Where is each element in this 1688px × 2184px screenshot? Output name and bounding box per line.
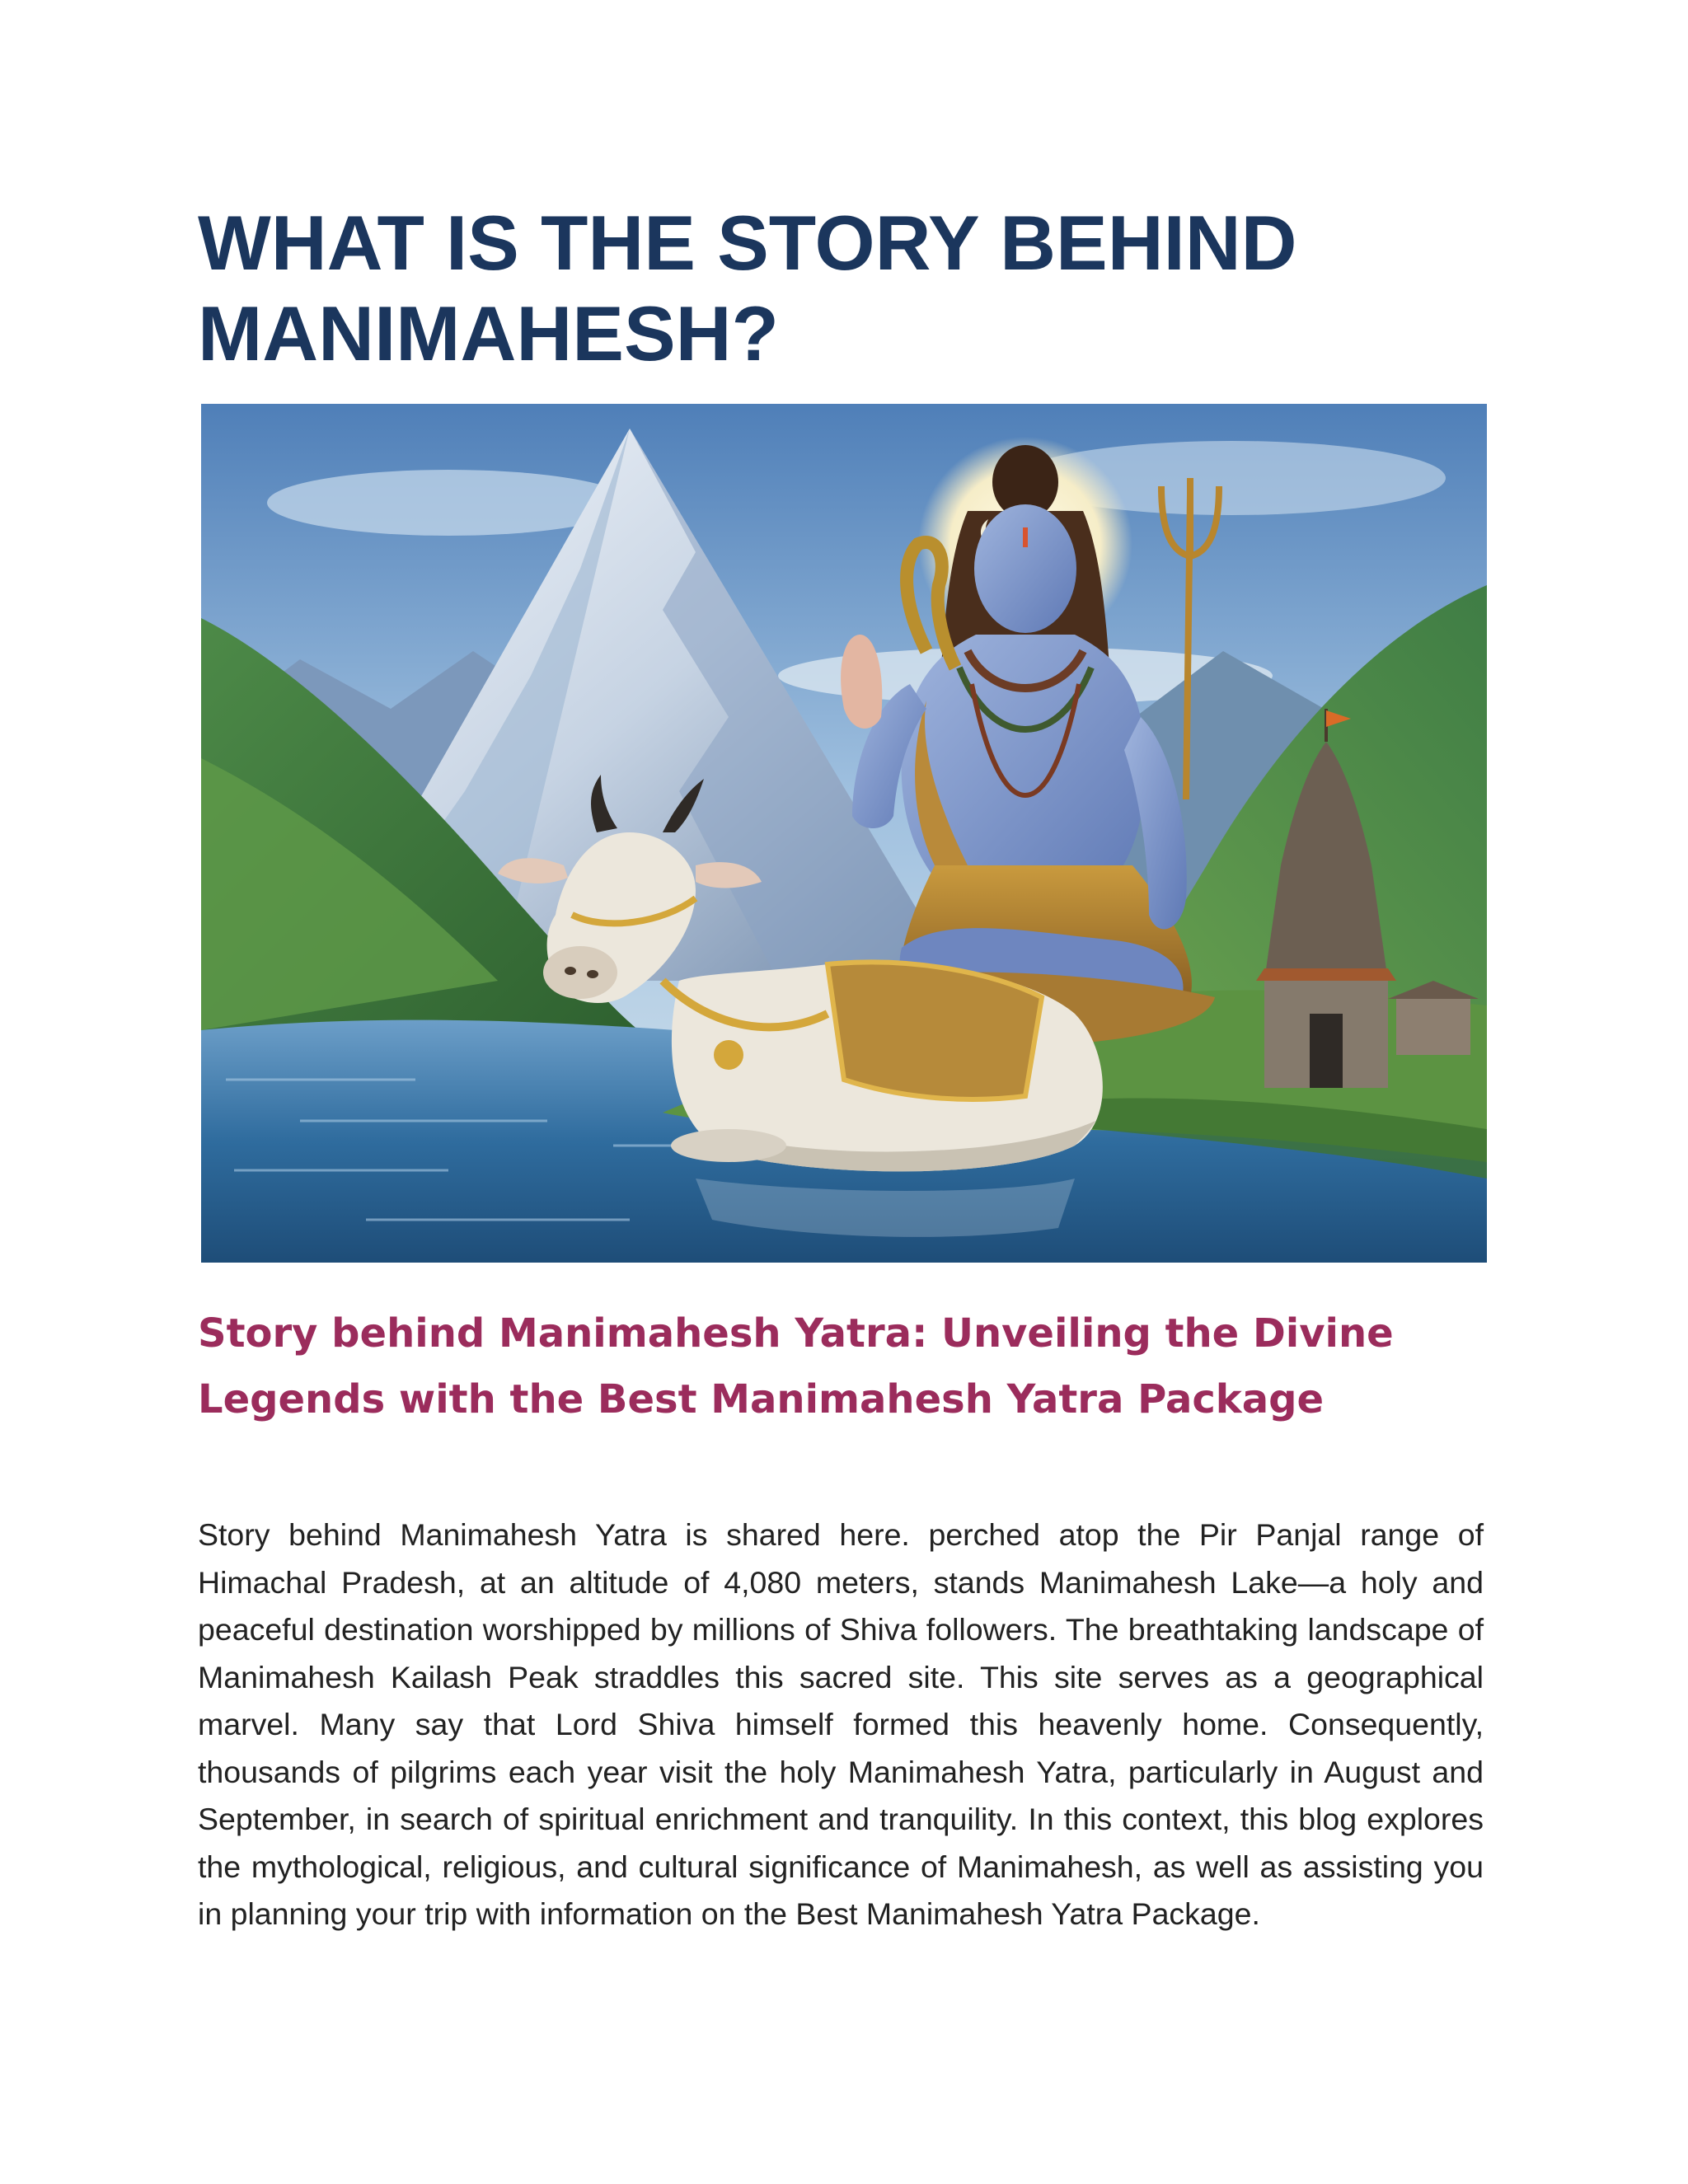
article-body: Story behind Manimahesh Yatra is shared here. perched atop the Pir Panjal range of Himachal Pradesh, at an altitude of 4,080 meters, stands Manimahesh Lake—a holy and peaceful destination worshipped by millions of Shiva followers. The breathtaking landscape of Manimahesh Kailash Peak straddles this sacred site. This site serves as a geographical marvel. Many say that Lord Shiva himself formed this heavenly home. Consequently, thousands of pilgrims each year visit the holy Manimahesh Yatra, particularly in August and September, in search of spiritual enrichment and tranquility. In this context, this blog explores the mythological, religious, and cultural significance of Manimahesh, as well as assisting you in planning your trip with information on the Best Manimahesh Yatra Package. (198, 1517, 1484, 1931)
page-title: WHAT IS THE STORY BEHIND MANIMAHESH? (198, 199, 1297, 377)
article-subtitle: Story behind Manimahesh Yatra: Unveiling the Divine Legends with the Best Manimahesh Yatra Package (198, 1310, 1394, 1422)
shiva-nandi-lake-painting (201, 404, 1487, 1263)
hero-illustration (201, 404, 1487, 1263)
